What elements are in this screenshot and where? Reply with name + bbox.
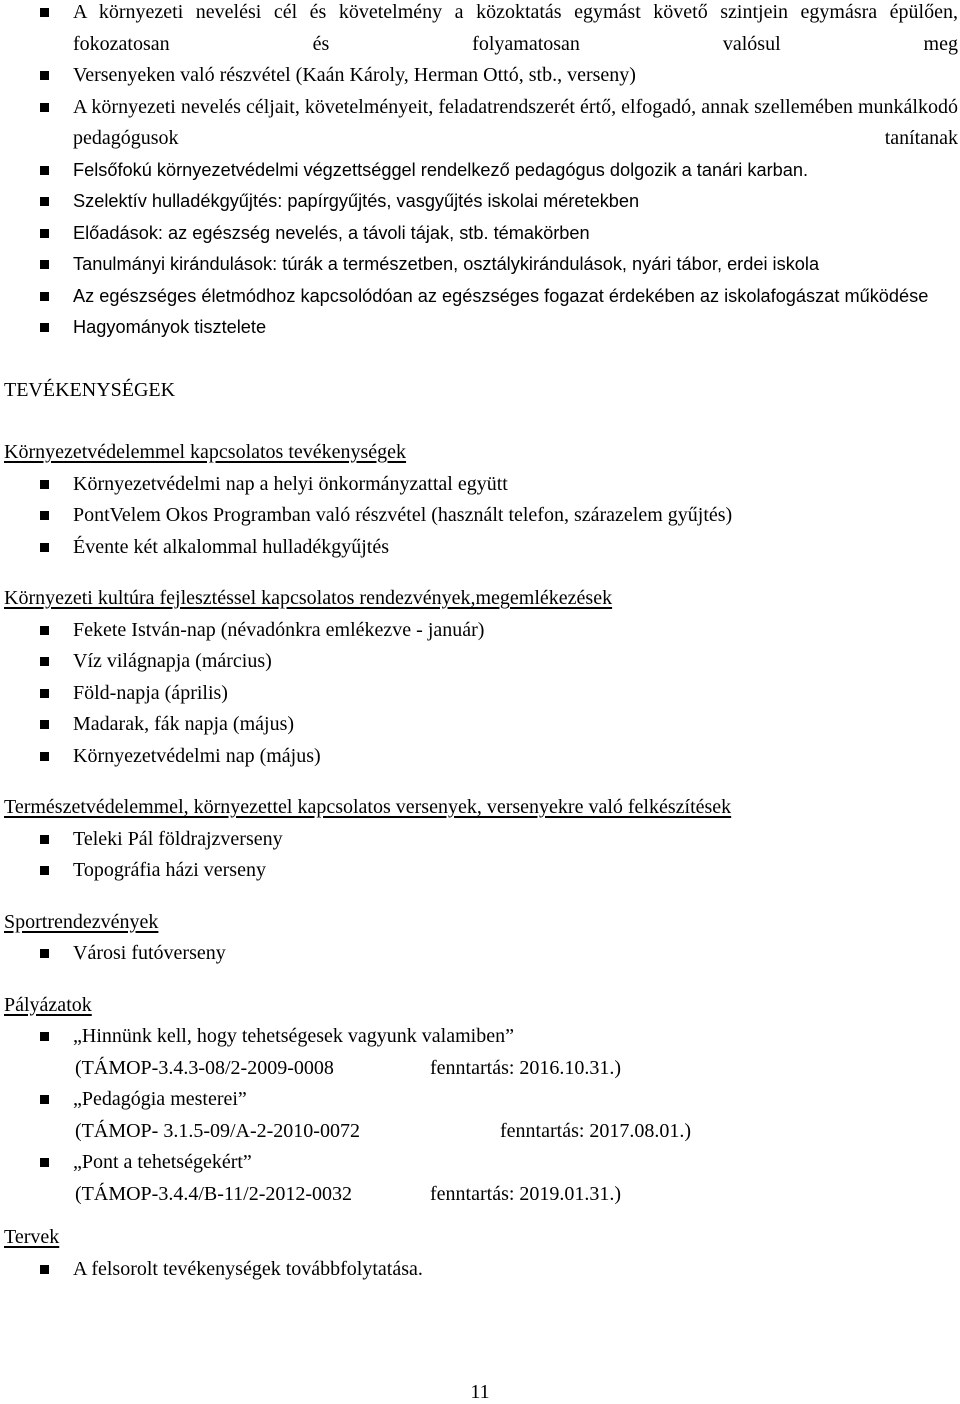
list-item: Víz világnapja (március) [0, 646, 960, 678]
main-heading: TEVÉKENYSÉGEK [4, 378, 176, 401]
env-protection-list [0, 469, 960, 564]
list-item: A felsorolt tevékenységek továbbfolytatása. [0, 1254, 960, 1286]
section-title-plans: Tervek [4, 1226, 60, 1248]
list-item: Környezetvédelmi nap (május) [0, 741, 960, 773]
project-code: (TÁMOP-3.4.4/B-11/2-2012-0032 [75, 1182, 353, 1205]
list-item: Az egészséges életmódhoz kapcsolódóan az egészséges fogazat érdekében az iskolafogászat működése [0, 281, 960, 313]
competitions-list [0, 824, 960, 887]
project-name: „Pont a tehetségekért” [0, 1147, 960, 1179]
project-code: (TÁMOP- 3.1.5-09/A-2-2010-0072 [75, 1119, 360, 1142]
project-name: „Pedagógia mesterei” [0, 1084, 960, 1116]
list-item: Topográfia házi verseny [0, 855, 960, 887]
list-item: Szelektív hulladékgyűjtés: papírgyűjtés, vasgyűjtés iskolai méretekben [0, 186, 960, 218]
intro-list [0, 0, 960, 344]
list-item: Fekete István-nap (névadónkra emlékezve - január) [0, 615, 960, 647]
sports-list [0, 938, 960, 970]
list-item: Föld-napja (április) [0, 678, 960, 710]
list-item: Hagyományok tisztelete [0, 312, 960, 344]
plans-list [0, 1254, 960, 1286]
list-item: Felsőfokú környezetvédelmi végzettséggel rendelkező pedagógus dolgozik a tanári karban. [0, 155, 960, 187]
list-item: PontVelem Okos Programban való részvétel (használt telefon, szárazelem gyűjtés) [0, 500, 960, 532]
list-item: Tanulmányi kirándulások: túrák a természetben, osztálykirándulások, nyári tábor, erdei iskola [0, 249, 960, 281]
list-item: Teleki Pál földrajzverseny [0, 824, 960, 856]
culture-list [0, 615, 960, 773]
list-item: Városi futóverseny [0, 938, 960, 970]
project-maintenance: fenntartás: 2019.01.31.) [430, 1182, 622, 1205]
section-title-grants: Pályázatok [4, 993, 92, 1016]
list-item: Évente két alkalommal hulladékgyűjtés [0, 532, 960, 564]
project-maintenance: fenntartás: 2017.08.01.) [500, 1119, 692, 1142]
project-reference [0, 1053, 960, 1085]
project-maintenance: fenntartás: 2016.10.31.) [430, 1056, 622, 1079]
project-reference [0, 1116, 960, 1148]
list-item: A környezeti nevelés céljait, követelményeit, feladatrendszerét értő, elfogadó, annak szellemében munkálkodó pedagógusok tanítanak [0, 92, 960, 155]
project-name: „Hinnünk kell, hogy tehetségesek vagyunk valamiben” [0, 1021, 960, 1053]
list-item: Versenyeken való részvétel (Kaán Károly, Herman Ottó, stb., verseny) [0, 60, 960, 92]
section-title-competitions: Természetvédelemmel, környezettel kapcsolatos versenyek, versenyekre való felkészítések [4, 796, 732, 818]
section-title-culture: Környezeti kultúra fejlesztéssel kapcsolatos rendezvények,megemlékezések [4, 587, 613, 609]
list-item: Előadások: az egészség nevelés, a távoli tájak, stb. témakörben [0, 218, 960, 250]
project-code: (TÁMOP-3.4.3-08/2-2009-0008 [75, 1056, 334, 1079]
list-item: A környezeti nevelési cél és követelmény a közoktatás egymást követő szintjein egymásra épülően, fokozatosan és folyamatosan valósul meg [0, 0, 960, 60]
list-item: Környezetvédelmi nap a helyi önkormányzattal együtt [0, 469, 960, 501]
page-number: 11 [470, 1381, 490, 1403]
project-reference [0, 1179, 960, 1211]
list-item: Madarak, fák napja (május) [0, 709, 960, 741]
section-title-env-protection: Környezetvédelemmel kapcsolatos tevékenységek [4, 441, 407, 463]
grants-list [0, 1021, 960, 1210]
section-title-sports: Sportrendezvények [4, 910, 159, 933]
